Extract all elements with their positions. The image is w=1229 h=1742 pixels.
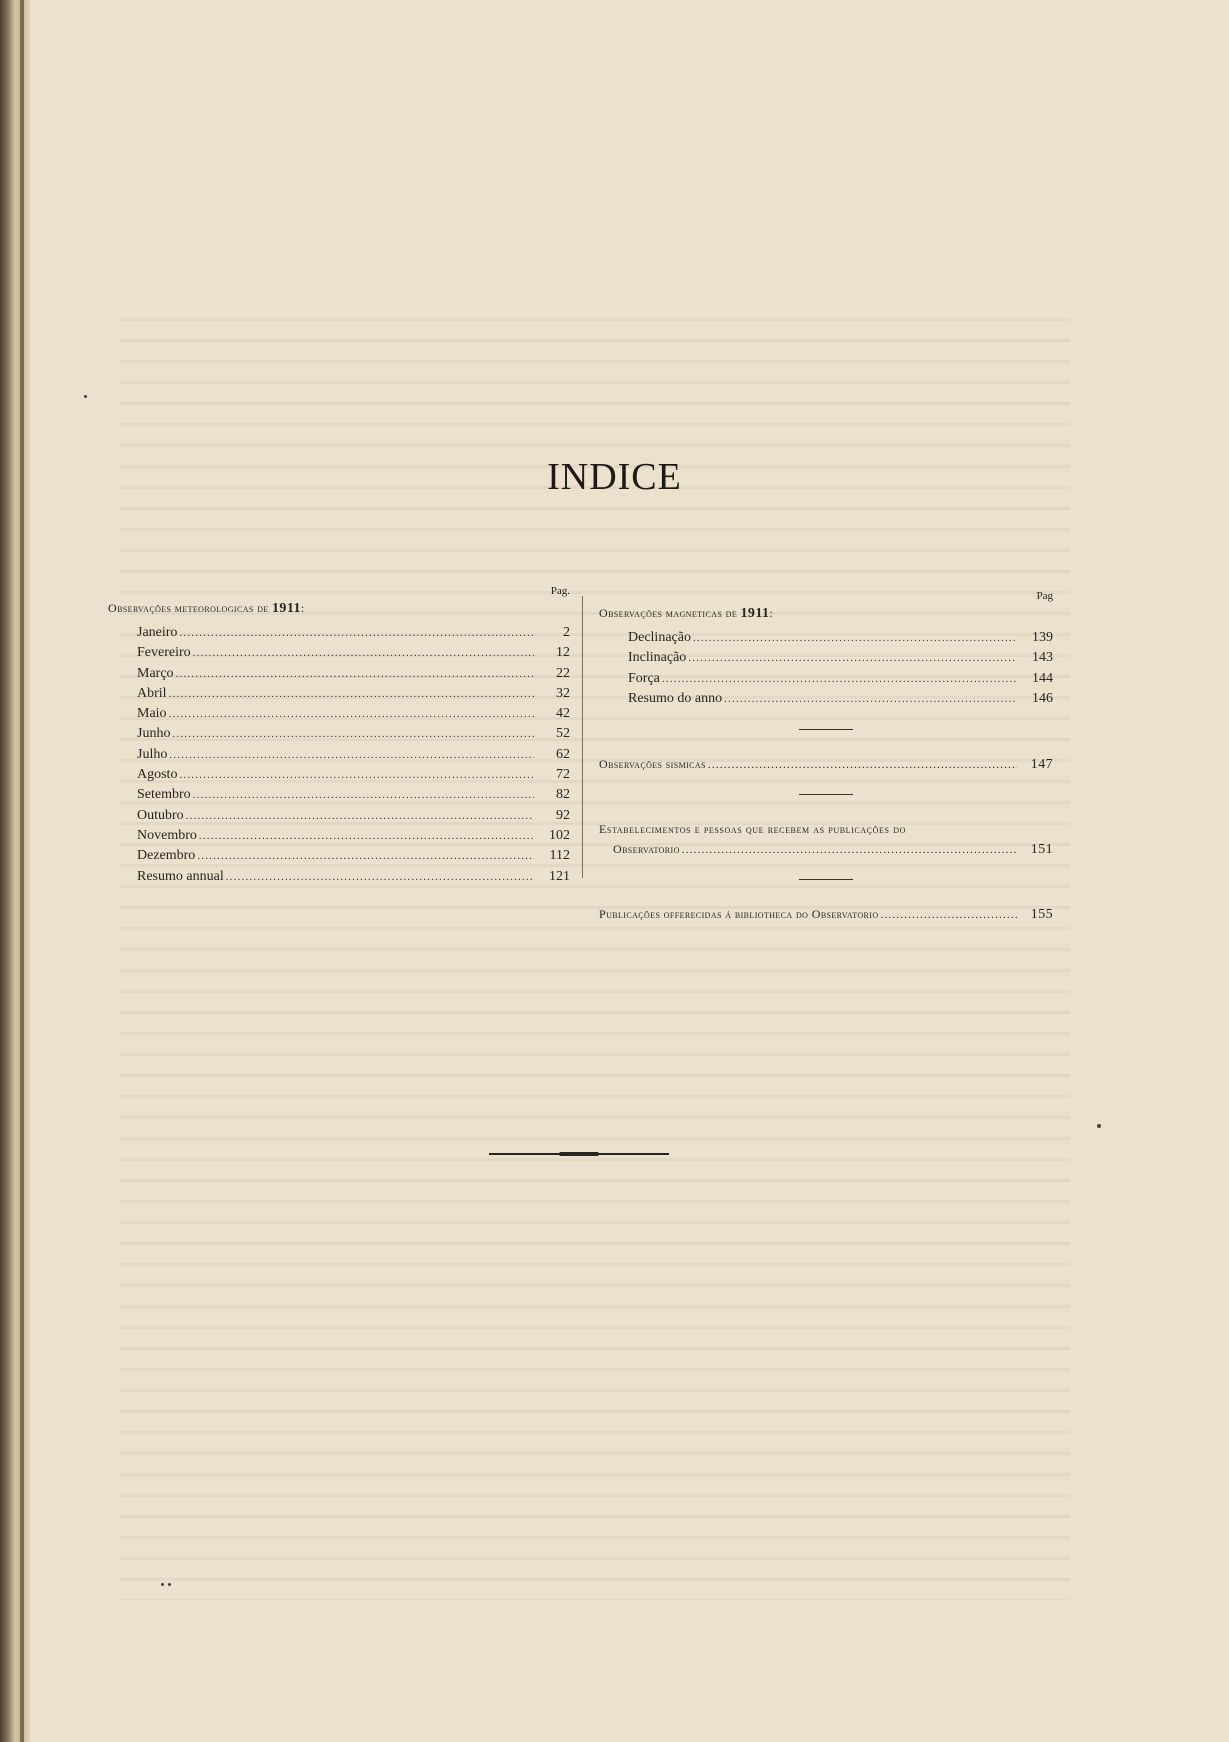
- entry-name: Dezembro: [137, 848, 196, 864]
- page-title: INDICE: [547, 456, 682, 498]
- entry-name: Declinação: [628, 630, 691, 645]
- entry-establishments-line1: Estabelecimentos e pessoas que recebem as publicações do: [599, 822, 906, 837]
- entry-page: 146: [1032, 690, 1053, 706]
- index-entry: [108, 643, 570, 663]
- entry-page: 102: [549, 827, 570, 843]
- dot-leader: [693, 628, 1017, 648]
- entry-page: 155: [1030, 907, 1053, 923]
- entry-name: Resumo annual: [137, 868, 224, 884]
- entry-page: 32: [556, 685, 570, 701]
- entry-name: Resumo do anno: [628, 690, 723, 706]
- meteorological-entries: [108, 623, 570, 887]
- dot-leader: [708, 755, 1017, 775]
- entry-name: Outubro: [137, 807, 184, 823]
- paper-speck: [161, 1583, 164, 1586]
- dot-leader: [169, 684, 534, 704]
- separator-rule: [799, 879, 853, 880]
- entry-page: 151: [1030, 842, 1053, 858]
- entry-page: 144: [1032, 670, 1053, 686]
- section-year: 1911: [272, 601, 301, 616]
- index-entry: [108, 785, 570, 805]
- section-colon: :: [769, 606, 774, 620]
- entry-page: 143: [1032, 650, 1053, 666]
- section-label: Observações magneticas de: [599, 606, 738, 620]
- book-spine: [0, 0, 30, 1742]
- index-entry: [599, 648, 1053, 668]
- entry-page: 121: [549, 868, 570, 884]
- index-entry: [108, 826, 570, 846]
- closing-ornament-rule: [489, 1153, 669, 1155]
- index-entry: [108, 867, 570, 887]
- entry-page: 22: [556, 665, 570, 681]
- index-entry: [599, 669, 1053, 689]
- section-label: Observações meteorologicas de: [108, 601, 269, 615]
- entry-name: Julho: [137, 746, 168, 762]
- entry-page: 82: [556, 787, 570, 803]
- section-meteorological: [108, 601, 570, 617]
- entry-page: 139: [1032, 630, 1053, 645]
- dot-leader: [688, 648, 1017, 668]
- index-entry: [108, 724, 570, 744]
- pag-label: Pag: [1036, 590, 1053, 602]
- column-divider: [582, 596, 583, 878]
- entry-page: 147: [1030, 757, 1053, 773]
- dot-leader: [179, 623, 534, 643]
- entry-publications: [599, 904, 1053, 924]
- entry-name: Março: [137, 665, 174, 681]
- entry-name: Janeiro: [137, 625, 178, 640]
- dot-leader: [193, 785, 534, 805]
- entry-seismic: [599, 754, 1053, 774]
- dot-leader: [172, 724, 534, 744]
- section-year: 1911: [740, 606, 770, 621]
- separator-rule: [799, 729, 853, 730]
- dot-leader: [724, 689, 1017, 709]
- entry-page: 2: [563, 625, 570, 640]
- entry-name: Junho: [137, 726, 171, 742]
- index-entry: [108, 684, 570, 704]
- dot-leader: [169, 745, 534, 765]
- entry-name: Novembro: [137, 827, 197, 843]
- index-left-column: [108, 585, 570, 887]
- entry-name: Agosto: [137, 767, 178, 783]
- dot-leader: [199, 826, 534, 846]
- separator-rule: [799, 794, 853, 795]
- dot-leader: [881, 905, 1017, 925]
- paper-speck: [168, 1583, 171, 1586]
- index-entry: [108, 664, 570, 684]
- entry-page: 62: [556, 746, 570, 762]
- entry-name: Maio: [137, 706, 167, 722]
- pag-label: Pag.: [550, 585, 570, 597]
- entry-name: Fevereiro: [137, 645, 191, 661]
- entry-name: Observatorio: [613, 842, 680, 857]
- entry-page: 12: [556, 645, 570, 661]
- index-entry: [108, 765, 570, 785]
- dot-leader: [176, 664, 534, 684]
- paper-speck: [1097, 1124, 1101, 1128]
- index-entry: [108, 806, 570, 826]
- index-entry: [599, 628, 1053, 648]
- entry-name: Observações sismicas: [599, 757, 706, 772]
- entry-establishments: [599, 839, 1053, 859]
- index-right-column: [599, 590, 1053, 924]
- entry-name: Setembro: [137, 787, 191, 803]
- entry-page: 112: [549, 848, 570, 864]
- entry-page: 42: [556, 706, 570, 722]
- entry-name: Abril: [137, 685, 167, 701]
- magnetic-entries: [599, 628, 1053, 709]
- entry-name: Força: [628, 670, 660, 686]
- index-entry: [599, 689, 1053, 709]
- index-entry: [108, 846, 570, 866]
- dot-leader: [193, 643, 534, 663]
- entry-page: 92: [556, 807, 570, 823]
- entry-page: 52: [556, 726, 570, 742]
- dot-leader: [169, 704, 534, 724]
- entry-name: Inclinação: [628, 650, 687, 666]
- index-entry: [108, 704, 570, 724]
- spine-shadow: [20, 0, 24, 1742]
- index-entry: [108, 745, 570, 765]
- dot-leader: [197, 846, 534, 866]
- entry-page: 72: [556, 767, 570, 783]
- dot-leader: [186, 806, 534, 826]
- dot-leader: [179, 765, 534, 785]
- index-entry: [108, 623, 570, 643]
- section-magnetic: [599, 606, 1053, 622]
- entry-name: Publicações offerecidas á bibliotheca do Observatorio: [599, 907, 879, 922]
- dot-leader: [226, 867, 534, 887]
- section-colon: :: [300, 601, 305, 615]
- dot-leader: [682, 840, 1017, 860]
- paper-speck: [84, 395, 87, 398]
- dot-leader: [662, 669, 1017, 689]
